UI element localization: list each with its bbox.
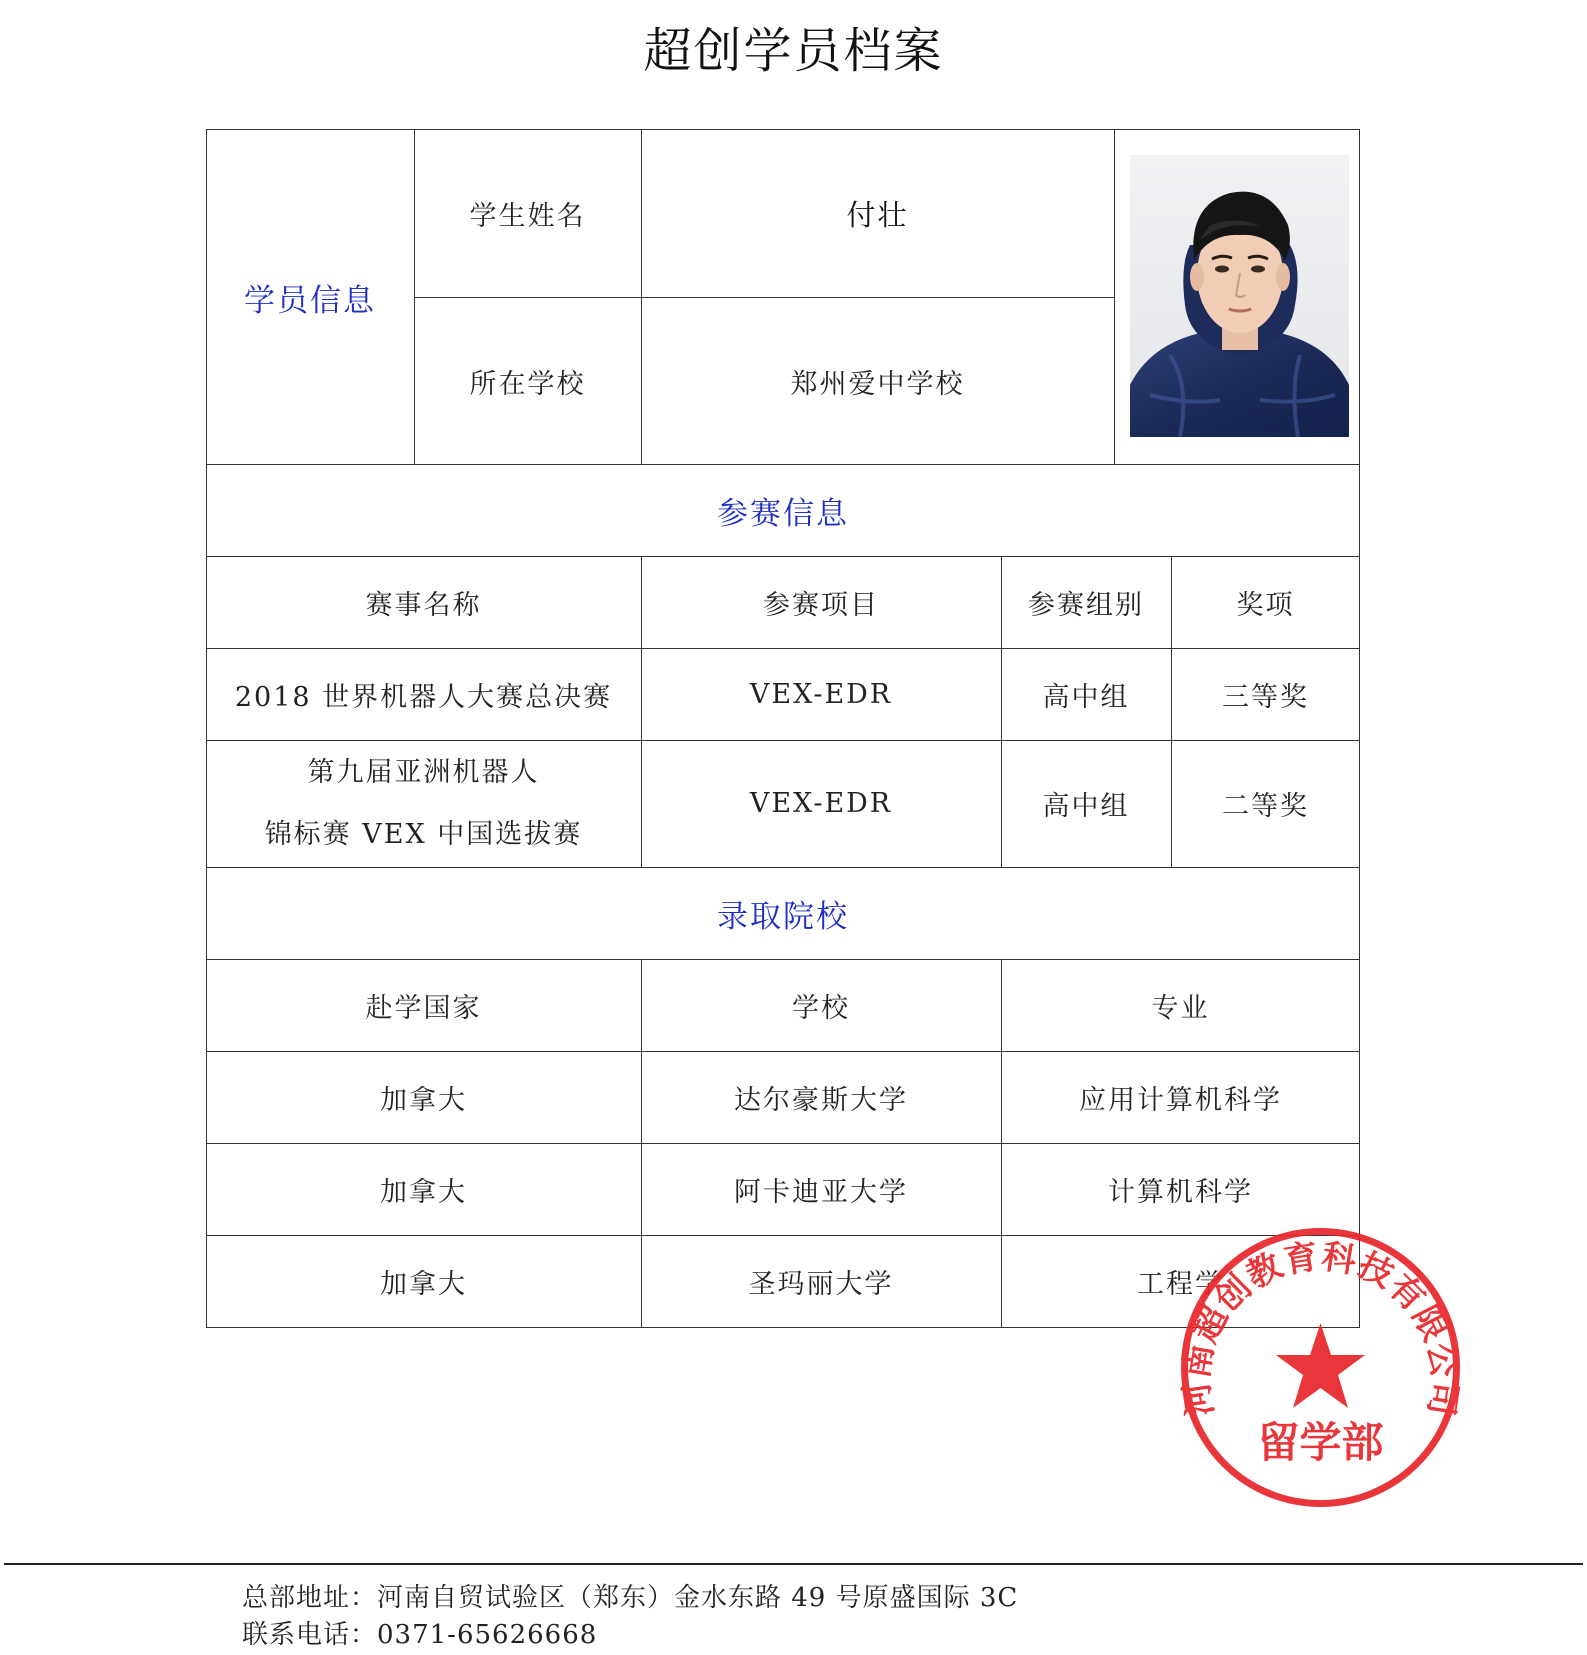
competition-row-2-name-line2: 锦标赛 VEX 中国选拔赛	[264, 818, 583, 850]
competition-row-2-award: 二等奖	[1222, 791, 1309, 822]
svg-text:留学部: 留学部	[1257, 1418, 1384, 1467]
competition-info-heading: 参赛信息	[717, 495, 849, 532]
footer-divider	[4, 1563, 1583, 1565]
admission-row-2-country: 加拿大	[380, 1176, 467, 1208]
competition-row-1-name: 2018 世界机器人大赛总决赛	[234, 681, 613, 713]
admission-info-heading: 录取院校	[717, 898, 849, 935]
footer-address: 总部地址：河南自贸试验区（郑东）金水东路 49 号原盛国际 3C	[242, 1583, 1019, 1613]
school-label: 所在学校	[469, 368, 586, 400]
student-photo	[1130, 155, 1349, 437]
header-country: 赴学国家	[365, 992, 482, 1024]
competition-row-2-name	[206, 740, 641, 867]
student-info-heading: 学员信息	[244, 282, 376, 319]
competition-row-2-name-line1: 第九届亚洲机器人	[307, 756, 540, 788]
competition-row-1-award: 三等奖	[1222, 681, 1309, 713]
header-project: 参赛项目	[763, 589, 879, 621]
admission-row-1-country: 加拿大	[380, 1084, 467, 1116]
competition-row-1-group: 高中组	[1042, 681, 1130, 713]
admission-row-2-school: 阿卡迪亚大学	[734, 1176, 908, 1208]
svg-text:河南超创教育科技有限公司: 河南超创教育科技有限公司	[1178, 1236, 1463, 1420]
header-school: 学校	[792, 992, 850, 1024]
school-value: 郑州爱中学校	[790, 368, 965, 400]
header-competition-name: 赛事名称	[365, 589, 482, 621]
admission-row-3-major: 工程学	[1137, 1268, 1224, 1300]
page-title: 超创学员档案	[643, 23, 944, 79]
admission-row-1-school: 达尔豪斯大学	[734, 1084, 908, 1116]
company-seal	[1178, 1225, 1463, 1510]
competition-row-2-project: VEX-EDR	[749, 788, 893, 819]
student-name-label: 学生姓名	[469, 200, 586, 232]
admission-row-2-major: 计算机科学	[1108, 1176, 1253, 1208]
footer-phone: 联系电话：0371-65626668	[242, 1620, 598, 1650]
student-name-value: 付壮	[846, 197, 909, 232]
competition-row-1-project: VEX-EDR	[749, 678, 893, 710]
admission-row-3-school: 圣玛丽大学	[748, 1268, 894, 1300]
competition-row-2-group: 高中组	[1042, 791, 1130, 822]
header-major: 专业	[1151, 992, 1210, 1024]
admission-row-1-major: 应用计算机科学	[1079, 1084, 1282, 1116]
header-award: 奖项	[1236, 589, 1295, 621]
header-group: 参赛组别	[1028, 589, 1144, 621]
admission-row-3-country: 加拿大	[380, 1268, 467, 1300]
